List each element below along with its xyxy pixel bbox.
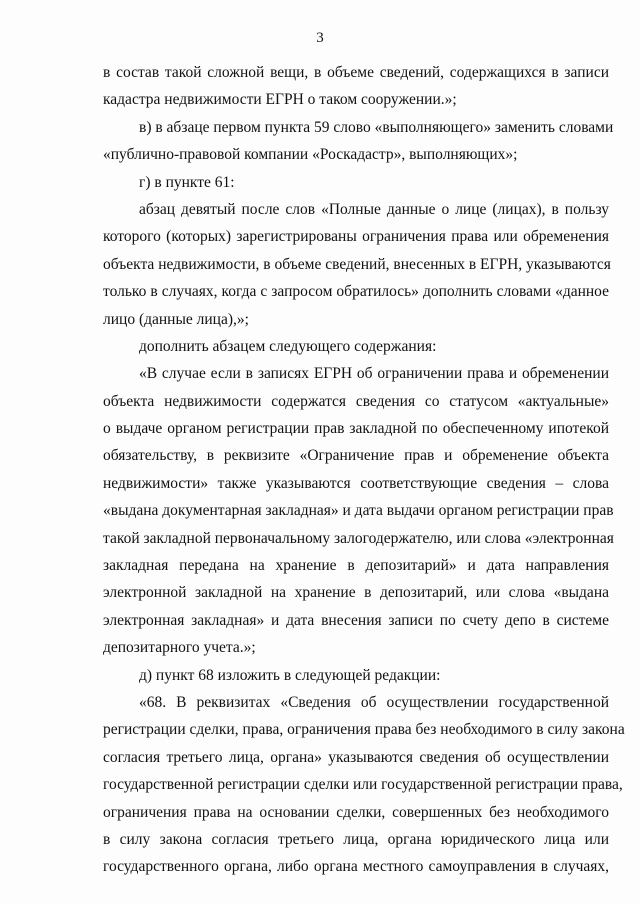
- text-line: только в случаях, когда с запросом обратилось» дополнить словами «данное: [103, 283, 609, 301]
- text-line: «В случае если в записях ЕГРН об ограничении права и обременении: [139, 365, 609, 383]
- text-line: «68. В реквизитах «Сведения об осуществлении государственной: [139, 693, 609, 711]
- text-line: абзац девятый после слов «Полные данные о лице (лицах), в пользу: [139, 200, 609, 218]
- text-line: государственного органа, либо органа местного самоуправления в случаях,: [103, 858, 609, 876]
- text-line: регистрации сделки, права, ограничения права без необходимого в силу закона: [103, 721, 625, 739]
- text-line: «выдана документарная закладная» и дата выдачи органом регистрации прав: [103, 502, 614, 520]
- text-line: кадастра недвижимости ЕГРН о таком сооружении.»;: [103, 91, 457, 109]
- document-body: [103, 59, 625, 881]
- text-line: лицо (данные лица),»;: [103, 310, 249, 328]
- text-line: в состав такой сложной вещи, в объеме сведений, содержащихся в записи: [103, 64, 609, 81]
- text-line: электронной закладной на хранение в депозитарий, или слова «выдана: [103, 584, 609, 602]
- text-line: государственной регистрации сделки или государственной регистрации права,: [103, 776, 623, 794]
- text-line: дополнить абзацем следующего содержания:: [139, 337, 437, 355]
- text-line: ограничения права на основании сделки, совершенных без необходимого: [103, 803, 609, 821]
- text-line: объекта недвижимости содержатся сведения со статусом «актуальные»: [103, 392, 609, 410]
- text-line: о выдаче органом регистрации прав закладной по обеспеченному ипотекой: [103, 420, 609, 438]
- text-line: д) пункт 68 изложить в следующей редакции:: [139, 666, 441, 684]
- text-line: объекта недвижимости, в объеме сведений, внесенных в ЕГРН, указываются: [103, 255, 611, 273]
- text-line: обязательству, в реквизите «Ограничение прав и обременение объекта: [103, 447, 609, 465]
- text-line: в силу закона согласия третьего лица, органа юридического лица или: [103, 830, 609, 848]
- text-line: в) в абзаце первом пункта 59 слово «выполняющего» заменить словами: [139, 118, 614, 136]
- text-line: такой закладной первоначальному залогодержателю, или слова «электронная: [103, 529, 614, 547]
- text-line: «публично-правовой компании «Роскадастр», выполняющих»;: [103, 146, 518, 164]
- page-number: 3: [316, 30, 324, 46]
- text-line: депозитарного учета.»;: [103, 639, 256, 657]
- text-line: г) в пункте 61:: [139, 173, 235, 191]
- text-line: закладная передана на хранение в депозитарий» и дата направления: [103, 557, 609, 575]
- text-line: недвижимости» также указываются соответствующие сведения – слова: [103, 474, 609, 492]
- text-line: которого (которых) зарегистрированы ограничения права или обременения: [103, 228, 609, 246]
- text-line: электронная закладная» и дата внесения записи по счету депо в системе: [103, 611, 609, 629]
- text-line: согласия третьего лица, органа» указываются сведения об осуществлении: [103, 748, 609, 766]
